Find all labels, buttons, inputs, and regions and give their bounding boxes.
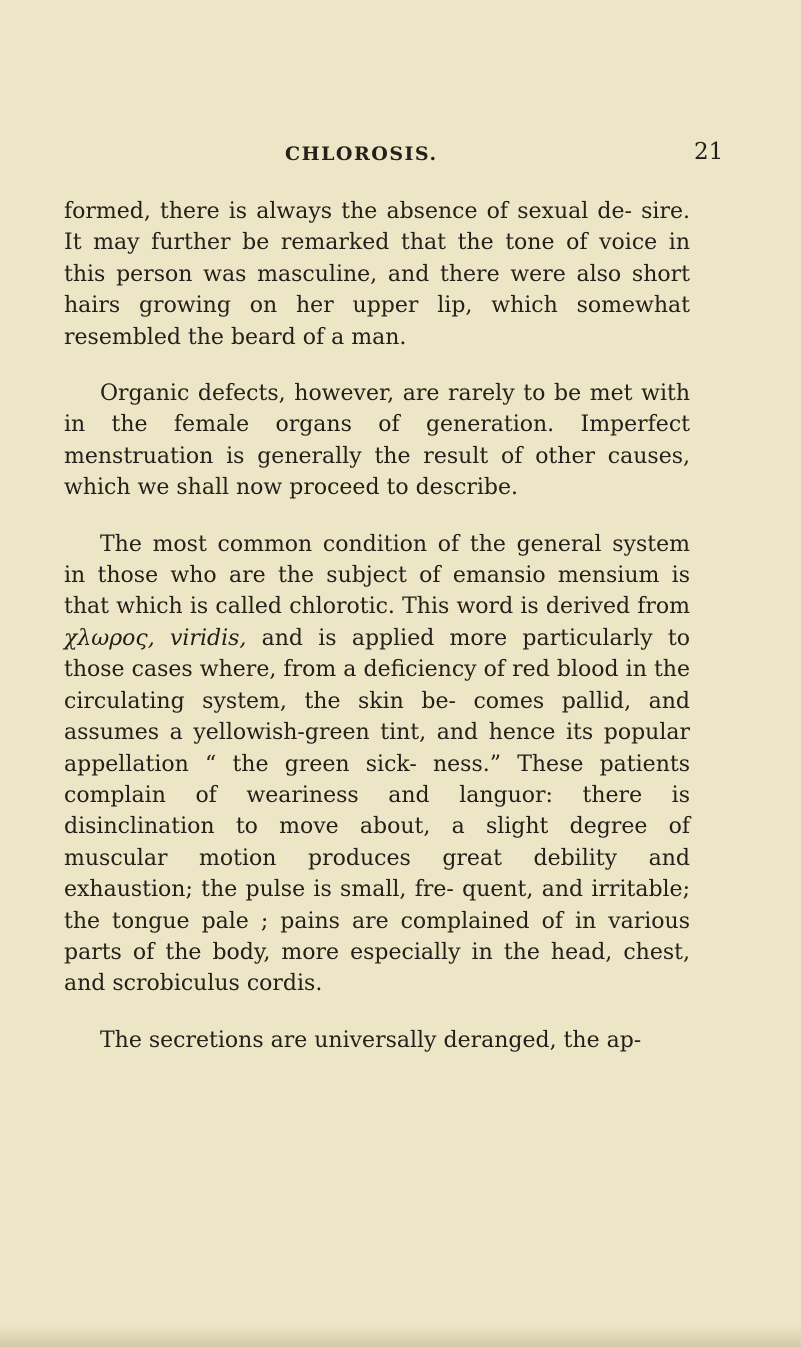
paragraph-1-text: formed, there is always the absence of sexual de- sire. It may further be remarked that the tone of voice in this person was masculine, and there were also short hairs growing on her upper lip, which somewhat resembled the beard of a man. [64, 199, 690, 350]
paragraph-3-text-b: and is applied more particularly to those cases where, from a deficiency of red blood in the circulating system, the skin be- comes pallid, and assumes a yellowish-green tint, and hence its popular appellation “ the green sick- ness.” These patients complain of weariness and languor: there is disinclination to move about, a slight degree of muscular motion produces great debility and exhaustion; the pulse is small, fre- quent, and irritable; the tongue pale ; pains are complained of in various parts of the body, more especially in the head, chest, and scrobiculus cordis. [64, 625, 690, 997]
paragraph-4 [64, 1025, 690, 1056]
paragraph-3-space [155, 626, 170, 651]
paragraph-1 [64, 196, 690, 353]
paragraph-3 [64, 529, 690, 1000]
paragraph-3-text-a: The most common condition of the general system in those who are the subject of emansio mensium is that which is called chlorotic. This word is derived from [64, 531, 690, 620]
body-text [64, 196, 690, 1056]
running-title: CHLOROSIS. [285, 143, 438, 165]
page-number: 21 [694, 139, 724, 165]
paragraph-4-text: The secretions are universally deranged, the ap- [100, 1027, 642, 1053]
page-edge-shadow [0, 1325, 801, 1347]
paragraph-2 [64, 378, 690, 504]
running-head [0, 139, 801, 169]
latin-word: viridis, [169, 625, 247, 651]
paragraph-2-text: Organic defects, however, are rarely to be met with in the female organs of generation. Imperfect menstruation is generally the result of other causes, which we shall now proceed to describe. [64, 381, 690, 501]
greek-word: χλωρος, [64, 625, 155, 651]
